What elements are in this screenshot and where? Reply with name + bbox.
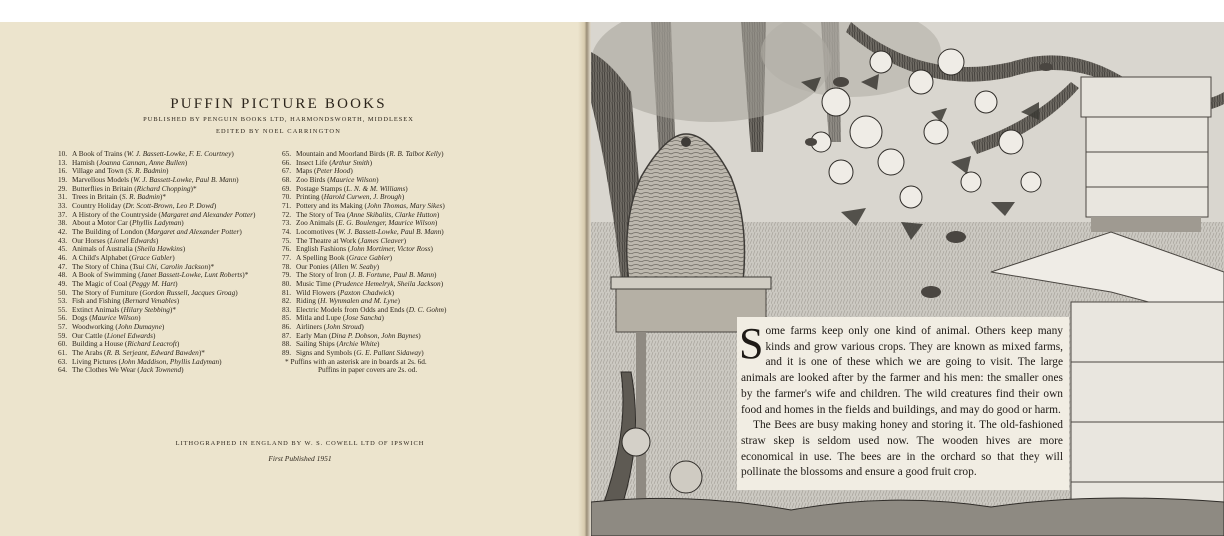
book-number: 79.: [282, 270, 292, 280]
book-number: 46.: [58, 252, 68, 262]
book-author: R. B. Serjeant, Edward Bawden: [106, 348, 199, 358]
book-list-item: 38. About a Motor Car ( Phyllis Ladyman ): [58, 218, 184, 228]
book-author: Bernard Venables: [124, 296, 177, 306]
book-author: W. J. Bassett-Lowke, Paul B. Mann: [133, 174, 237, 184]
book-author: James Cleaver: [360, 235, 404, 245]
book-number: 83.: [282, 304, 292, 314]
book-list-item: 59. Our Cattle ( Lionel Edwards ): [58, 330, 156, 340]
book-author: Arthur Smith: [331, 157, 370, 167]
book-number: 70.: [282, 192, 292, 202]
book-author: Anne Skibalits, Clarke Hutton: [349, 209, 437, 219]
book-author: Hilary Stebbing: [123, 304, 170, 314]
book-number: 69.: [282, 183, 292, 193]
book-title: Animals of Australia: [72, 244, 133, 254]
book-author: Harold Curwen, J. Brough: [323, 192, 402, 202]
book-title: The Story of China: [72, 261, 129, 271]
wooden-hive-back: [1081, 77, 1211, 232]
book-number: 50.: [58, 287, 68, 297]
book-title: A Book of Trains: [72, 149, 123, 158]
book-asterisk: *: [201, 348, 205, 358]
book-list-item: 74. Locomotives ( W. J. Bassett-Lowke, Paul B. Mann ): [282, 226, 444, 236]
book-title: Our Cattle: [72, 330, 103, 340]
book-asterisk: *: [192, 183, 197, 193]
book-title: Living Pictures: [72, 356, 117, 366]
drop-cap: S: [739, 319, 764, 368]
book-number: 61.: [58, 348, 68, 358]
book-list-item: 88. Sailing Ships ( Archie White ): [282, 339, 380, 349]
book-list-item: 69. Postage Stamps ( L. N. & M. Williams ): [282, 183, 408, 193]
book-title: Building a House: [72, 339, 124, 349]
first-published-line: First Published 1951: [268, 454, 332, 463]
story-paragraph-2: The Bees are busy making honey and storing it. The old-fashioned straw skep is seldom used now. The wooden hives are more economical in use. The bees are in the orchard so that they will pollinate the blossoms and ensure a good fruit crop.: [741, 419, 1063, 479]
book-asterisk: *: [210, 261, 215, 271]
book-title: Airliners: [296, 322, 322, 332]
book-title: Butterflies in Britain: [72, 183, 133, 193]
book-author: R. B. Talbot Kelly: [389, 149, 442, 158]
book-number: 59.: [58, 330, 68, 340]
book-title: The Theatre at Work: [296, 235, 357, 245]
book-author: E. G. Boulenger, Maurice Wilson: [338, 218, 435, 228]
book-number: 89.: [282, 348, 292, 358]
book-title: A History of the Countryside: [72, 209, 157, 219]
book-author: Janet Bassett-Lowke, Lunt Roberts: [140, 270, 243, 280]
book-title: Postage Stamps: [296, 183, 343, 193]
book-author: John Dumayne: [117, 322, 162, 332]
book-number: 81.: [282, 287, 292, 297]
book-title: Country Holiday: [72, 200, 122, 210]
book-author: John Thomas, Mary Sikes: [366, 200, 443, 210]
book-number: 42.: [58, 226, 68, 236]
book-list-item: 10. A Book of Trains ( W. J. Bassett-Lowke, F. E. Courtney ): [58, 149, 234, 158]
book-title: A Spelling Book: [296, 252, 345, 262]
book-author: Maurice Wilson: [91, 313, 139, 323]
book-author: Jose Sancha: [345, 313, 382, 323]
book-number: 45.: [58, 244, 68, 254]
book-number: 71.: [282, 200, 292, 210]
left-page: [0, 22, 585, 536]
book-author: Richard Leacroft: [127, 339, 177, 349]
book-author: John Stroud: [326, 322, 362, 332]
book-number: 80.: [282, 278, 292, 288]
book-list-item: 55. Extinct Animals ( Hilary Stebbing ) *: [58, 304, 177, 314]
book-number: 19.: [58, 174, 68, 184]
book-list-item: 31. Trees in Britain ( S. R. Badmin ) *: [58, 192, 167, 202]
book-number: 38.: [58, 218, 68, 228]
book-number: 64.: [58, 365, 68, 375]
book-author: L. N. & M. Williams: [346, 183, 406, 193]
book-number: 78.: [282, 261, 292, 271]
asterisk-footnote: * Puffins with an asterisk are in boards at 2s. 6d.: [285, 356, 427, 366]
book-list-item: 70. Printing ( Harold Curwen, J. Brough ): [282, 192, 405, 202]
book-list-item: 67. Maps ( Peter Hood ): [282, 166, 353, 176]
book-author: Archie White: [339, 339, 378, 349]
book-list-item: 33. Country Holiday ( Dr. Scott-Brown, Leo P. Dowd ): [58, 200, 217, 210]
book-author: Maurice Wilson: [329, 174, 377, 184]
book-number: 13.: [58, 157, 68, 167]
book-list-item: 82. Riding ( H. Wynmalen and M. Lyne ): [282, 296, 400, 306]
publisher-line: PUBLISHED BY PENGUIN BOOKS LTD, HARMONDSWORTH, MIDDLESEX: [143, 116, 414, 123]
book-list-item: 48. A Book of Swimming ( Janet Bassett-Lowke, Lunt Roberts ) *: [58, 270, 249, 280]
lithographed-line: LITHOGRAPHED IN ENGLAND BY W. S. COWELL LTD OF IPSWICH: [175, 440, 425, 447]
book-title: Hamish: [72, 157, 95, 167]
book-author: Phyllis Ladyman: [132, 218, 182, 228]
book-list-item: 37. A History of the Countryside ( Margaret and Alexander Potter ): [58, 209, 256, 219]
book-title: Music Time: [296, 278, 332, 288]
book-list-item: 81. Wild Flowers ( Paxton Chadwick ): [282, 287, 395, 297]
book-author: Prudence Hemelryk, Sheila Jackson: [335, 278, 441, 288]
book-list-item: 83. Electric Models from Odds and Ends ( D. C. Gohm ): [282, 304, 447, 314]
book-number: 29.: [58, 183, 68, 193]
book-number: 72.: [282, 209, 292, 219]
book-number: 66.: [282, 157, 292, 167]
book-number: 65.: [282, 149, 292, 158]
book-author: G. E. Pallant Sidaway: [356, 348, 422, 358]
book-list-item: 77. A Spelling Book ( Grace Gabler ): [282, 252, 393, 262]
book-list-item: 49. The Magic of Coal ( Peggy M. Hart ): [58, 278, 178, 288]
book-list-item: 43. Our Horses ( Lionel Edwards ): [58, 235, 159, 245]
book-title: Maps: [296, 166, 313, 176]
book-author: W. J. Bassett-Lowke, Paul B. Mann: [338, 226, 442, 236]
book-list-item: 42. The Building of London ( Margaret and Alexander Potter ): [58, 226, 242, 236]
book-author: Sheila Hawkins: [137, 244, 183, 254]
book-title: Sailing Ships: [296, 339, 335, 349]
book-title: Printing: [296, 192, 320, 202]
book-list-item: 80. Music Time ( Prudence Hemelryk, Sheila Jackson ): [282, 278, 444, 288]
book-number: 75.: [282, 235, 292, 245]
book-author: Lionel Edwards: [109, 235, 156, 245]
book-author: S. R. Badmin: [127, 166, 166, 176]
book-list-item: 71. Pottery and its Making ( John Thomas, Mary Sikes ): [282, 200, 445, 210]
book-title: Signs and Symbols: [296, 348, 352, 358]
book-title: Wild Flowers: [296, 287, 336, 297]
book-list-item: 79. The Story of Iron ( J. B. Fortune, Paul B. Mann ): [282, 270, 437, 280]
book-number: 87.: [282, 330, 292, 340]
book-list-item: 66. Insect Life ( Arthur Smith ): [282, 157, 373, 167]
book-title: A Child's Alphabet: [72, 252, 128, 262]
paper-cover-footnote: Puffins in paper covers are 2s. od.: [318, 365, 418, 375]
book-author: Joanna Cannan, Anne Bullen: [98, 157, 185, 167]
book-title: Locomotives: [296, 226, 335, 236]
book-title: The Story of Iron: [296, 270, 347, 280]
book-list-item: 65. Mountain and Moorland Birds ( R. B. Talbot Kelly ): [282, 149, 444, 158]
book-number: 47.: [58, 261, 68, 271]
book-title: Electric Models from Odds and Ends: [296, 304, 405, 314]
book-title: English Fashions: [296, 244, 347, 254]
book-list-item: 73. Zoo Animals ( E. G. Boulenger, Maurice Wilson ): [282, 218, 438, 228]
book-list-left: [58, 150, 283, 375]
book-asterisk: *: [172, 304, 177, 314]
book-number: 55.: [58, 304, 68, 314]
book-number: 76.: [282, 244, 292, 254]
book-number: 49.: [58, 278, 68, 288]
book-author: Grace Gabler: [348, 252, 390, 262]
book-list-item: 75. The Theatre at Work ( James Cleaver ): [282, 235, 407, 245]
book-list-item: 29. Butterflies in Britain ( Richard Chopping ) *: [58, 183, 197, 193]
book-author: Paxton Chadwick: [339, 287, 392, 297]
book-number: 53.: [58, 296, 68, 306]
book-title: The Arabs: [72, 348, 103, 358]
book-title: Mountain and Moorland Birds: [296, 149, 385, 158]
book-list-item: 64. The Clothes We Wear ( Jack Townend ): [58, 365, 184, 375]
book-asterisk: *: [162, 192, 167, 202]
story-text: [739, 319, 1063, 481]
book-list-item: 50. The Story of Furniture ( Gordon Russell, Jacques Groag ): [58, 287, 238, 297]
book-title: The Magic of Coal: [72, 278, 128, 288]
book-title: Fish and Fishing: [72, 296, 121, 306]
book-title: Pottery and its Making: [296, 200, 363, 210]
book-list-right: [282, 150, 512, 375]
book-title: Riding: [296, 296, 316, 306]
book-title: Zoo Animals: [296, 218, 334, 228]
book-list-item: 53. Fish and Fishing ( Bernard Venables ): [58, 296, 180, 306]
book-number: 60.: [58, 339, 68, 349]
book-list-item: 72. The Story of Tea ( Anne Skibalits, Clarke Hutton ): [282, 209, 440, 219]
book-list-item: 85. Mitla and Lupe ( Jose Sancha ): [282, 313, 384, 323]
book-title: Mitla and Lupe: [296, 313, 341, 323]
book-number: 31.: [58, 192, 68, 202]
book-number: 43.: [58, 235, 68, 245]
book-number: 88.: [282, 339, 292, 349]
book-author: Gordon Russell, Jacques Groag: [142, 287, 236, 297]
book-title: Marvellous Models: [72, 174, 129, 184]
book-list-item: 63. Living Pictures ( John Maddison, Phyllis Ladyman ): [58, 356, 222, 366]
book-list-item: 46. A Child's Alphabet ( Grace Gabler ): [58, 252, 175, 262]
book-number: 56.: [58, 313, 68, 323]
book-title: A Book of Swimming: [72, 270, 137, 280]
book-number: 68.: [282, 174, 292, 184]
book-title: Early Man: [296, 330, 328, 340]
book-author: Jack Townend: [139, 365, 182, 375]
book-author: J. B. Fortune, Paul B. Mann: [351, 270, 435, 280]
book-list-item: 16. Village and Town ( S. R. Badmin ): [58, 166, 169, 176]
book-number: 48.: [58, 270, 68, 280]
book-list-item: 78. Our Ponies ( Allen W. Seaby ): [282, 261, 380, 271]
book-list-item: 19. Marvellous Models ( W. J. Bassett-Lowke, Paul B. Mann ): [58, 174, 239, 184]
book-list-item: 13. Hamish ( Joanna Cannan, Anne Bullen ): [58, 157, 188, 167]
book-author: H. Wynmalen and M. Lyne: [320, 296, 398, 306]
book-author: Peggy M. Hart: [131, 278, 176, 288]
book-list-item: 45. Animals of Australia ( Sheila Hawkins ): [58, 244, 186, 254]
book-author: Peter Hood: [316, 166, 351, 176]
book-number: 37.: [58, 209, 68, 219]
book-author: Margaret and Alexander Potter: [161, 209, 253, 219]
book-author: Allen W. Seaby: [332, 261, 377, 271]
book-author: Richard Chopping: [136, 183, 191, 193]
book-list-item: 61. The Arabs ( R. B. Serjeant, Edward Bawden ) *: [58, 348, 205, 358]
book-title: About a Motor Car: [72, 218, 128, 228]
book-title: Insect Life: [296, 157, 328, 167]
book-number: 33.: [58, 200, 68, 210]
book-title: Extinct Animals: [72, 304, 120, 314]
book-number: 85.: [282, 313, 292, 323]
book-number: 82.: [282, 296, 292, 306]
book-author: Margaret and Alexander Potter: [147, 226, 240, 236]
book-author: D. C. Gohm: [408, 304, 444, 314]
book-author: John Maddison, Phyllis Ladyman: [121, 356, 220, 366]
book-number: 86.: [282, 322, 292, 332]
book-number: 67.: [282, 166, 292, 176]
book-number: 63.: [58, 356, 68, 366]
book-title: The Story of Tea: [296, 209, 346, 219]
book-title: Woodworking: [72, 322, 114, 332]
book-title: Village and Town: [72, 166, 124, 176]
book-author: John Mortimer, Victor Ross: [350, 244, 431, 254]
book-list-item: 89. Signs and Symbols ( G. E. Pallant Sidaway ): [282, 348, 424, 358]
page-title: PUFFIN PICTURE BOOKS: [170, 96, 387, 112]
book-number: 16.: [58, 166, 68, 176]
book-title: Our Ponies: [296, 261, 329, 271]
book-list-item: 56. Dogs ( Maurice Wilson ): [58, 313, 141, 323]
book-list-item: 87. Early Man ( Dina P. Dobson, John Baynes ): [282, 330, 421, 340]
story-paragraph-1: ome farms keep only one kind of animal. Others keep many kinds and grow various crops. They are known as mixed farms, and it is one of these which we are going to visit. The large animals are looked after by the farmer and his men: the smaller ones by the farmer's wife and children. The wild creatures find their own food and homes in the fields and buildings, and may do good or harm.: [741, 325, 1063, 416]
book-title: The Story of Furniture: [72, 287, 138, 297]
book-list-item: 57. Woodworking ( John Dumayne ): [58, 322, 165, 332]
book-title: Trees in Britain: [72, 192, 118, 202]
book-number: 57.: [58, 322, 68, 332]
editor-line: EDITED BY NOEL CARRINGTON: [215, 128, 342, 135]
book-number: 73.: [282, 218, 292, 228]
book-asterisk: *: [244, 270, 249, 280]
book-title: The Building of London: [72, 226, 144, 236]
book-author: Tsui Chi, Carolin Jackson: [132, 261, 209, 271]
book-author: Dr. Scott-Brown, Leo P. Dowd: [125, 200, 214, 210]
book-author: Lionel Edwards: [106, 330, 154, 340]
book-number: 74.: [282, 226, 292, 236]
book-author: W. J. Bassett-Lowke, F. E. Courtney: [126, 149, 232, 158]
book-title: The Clothes We Wear: [72, 365, 136, 375]
book-list-item: 68. Zoo Birds ( Maurice Wilson ): [282, 174, 379, 184]
book-list-item: 60. Building a House ( Richard Leacroft ): [58, 339, 180, 349]
book-author: S. R. Badmin: [121, 192, 160, 202]
book-title: Zoo Birds: [296, 174, 326, 184]
book-title: Dogs: [72, 313, 88, 323]
book-author: Dina P. Dobson, John Baynes: [331, 330, 419, 340]
book-list-item: 76. English Fashions ( John Mortimer, Victor Ross ): [282, 244, 433, 254]
book-list-item: 47. The Story of China ( Tsui Chi, Carolin Jackson ) *: [58, 261, 215, 271]
book-author: Grace Gabler: [131, 252, 173, 262]
book-list-item: 86. Airliners ( John Stroud ): [282, 322, 364, 332]
book-title: Our Horses: [72, 235, 106, 245]
book-number: 77.: [282, 252, 292, 262]
book-number: 10.: [58, 149, 68, 158]
right-page: [591, 22, 1224, 536]
